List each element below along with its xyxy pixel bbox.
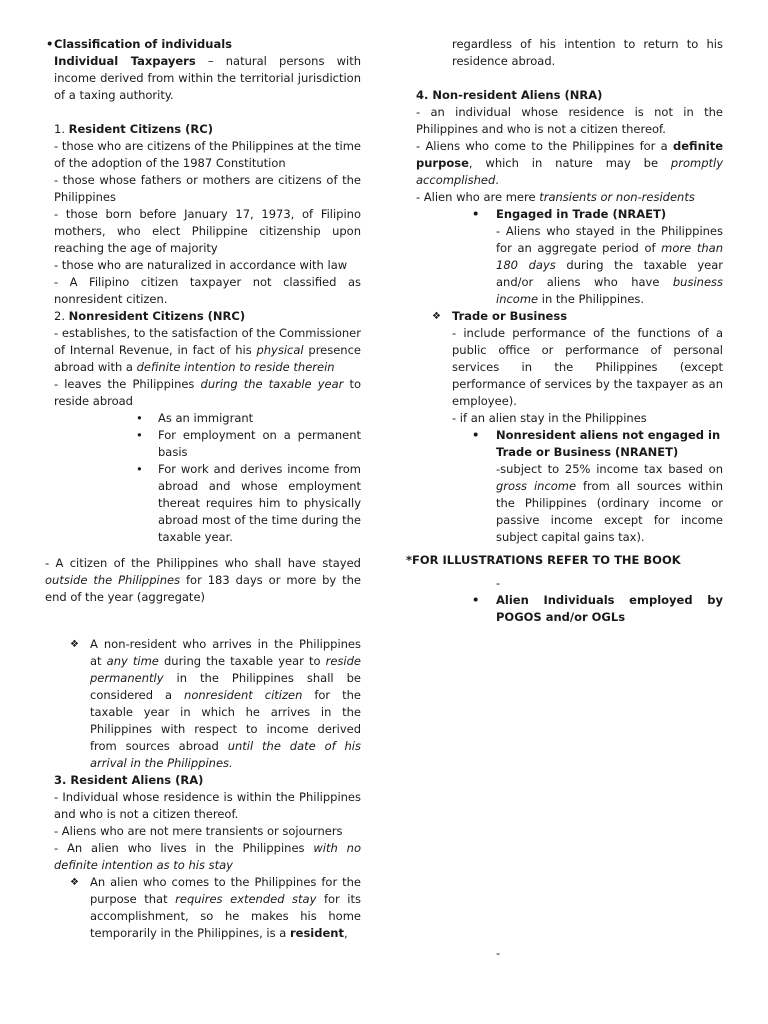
diamond-bullet-icon: ❖ [432,311,441,322]
nra-item: - Alien who are mere transients or non-residents [416,190,695,204]
trade-business-item: - include performance of the functions of a public office or performance of personal services in the Philippines (except performance of services by the taxpayer as an employee). [452,326,723,408]
pogo-heading: • Alien Individuals employed by POGOS and/or OGLs [472,593,723,624]
bullet-icon: • [472,428,480,442]
rc-item: - those who are naturalized in accordance with law [54,258,348,272]
nraet-description: - Aliens who stayed in the Philippines for an aggregate period of more than 180 days during the taxable year and/or aliens who have business income in the Philippines. [496,224,724,306]
nrc-heading: 2. Nonresident Citizens (NRC) [54,309,246,323]
rc-item: - those born before January 17, 1973, of Filipino mothers, who elect Philippine citizenship upon reaching the age of majority [54,207,361,255]
bullet-icon: • [472,593,480,607]
nra-heading: 4. Non-resident Aliens (NRA) [416,88,603,102]
nrc-item: - establishes, to the satisfaction of the Commissioner of Internal Revenue, in fact of his physical presence abroad with a definite intention to reside therein [54,326,361,374]
continued-text: regardless of his intention to return to his residence abroad. [452,37,723,68]
ra-extended-stay-note: ❖ An alien who comes to the Philippines for the purpose that requires extended stay for its accomplishment, so he makes his home temporarily in the Philippines, is a resident, [70,875,361,940]
nranet-heading: • Nonresident aliens not engaged in Trade or Business (NRANET) [472,428,721,459]
trade-business-heading: ❖ Trade or Business [432,309,568,323]
rc-heading: 1. Resident Citizens (RC) [54,122,213,136]
nonresident-arrival-note: ❖ A non-resident who arrives in the Philippines at any time during the taxable year to reside permanently in the Philippines shall be considered a nonresident citizen for the taxable year in which he arrives in the Philippines with respect to income derived from sources abroad until the date of his arrival in the Philippines. [70,637,361,770]
nraet-heading: • Engaged in Trade (NRAET) [472,207,667,221]
ra-item: - Aliens who are not mere transients or sojourners [54,824,343,838]
bullet-icon: • [136,411,143,425]
rc-item: - A Filipino citizen taxpayer not classified as nonresident citizen. [54,275,361,306]
nrc-bullet: • For employment on a permanent basis [136,428,361,459]
trade-business-item: - if an alien stay in the Philippines [452,411,647,425]
diamond-bullet-icon: ❖ [70,639,79,650]
bullet-icon: • [472,207,480,221]
rc-item: - those whose fathers or mothers are citizens of the Philippines [54,173,361,204]
right-column [406,36,724,626]
bullet-icon: • [136,428,143,442]
dash-marker: - [496,946,501,960]
nrc-bullet: • For work and derives income from abroad and whose employment thereat requires him to physically abroad most of the time during the taxable year. [136,462,361,544]
ra-item: - Individual whose residence is within the Philippines and who is not a citizen thereof. [54,790,361,821]
left-column [45,36,362,942]
diamond-bullet-icon: ❖ [70,877,79,888]
individual-taxpayers-definition: Individual Taxpayers – natural persons with income derived from within the territorial jurisdiction of a taxing authority. [54,54,361,102]
nra-item: - Aliens who come to the Philippines for a definite purpose, which in nature may be promptly accomplished. [416,139,723,187]
bullet-icon: • [46,37,54,51]
dash-marker: - [496,576,501,590]
nrc-item: - leaves the Philippines during the taxable year to reside abroad [54,377,362,408]
nranet-description: -subject to 25% income tax based on gross income from all sources within the Philippines (ordinary income or passive income except for income subject capital gains tax). [496,462,724,544]
ra-item: - An alien who lives in the Philippines with no definite intention as to his stay [54,841,361,872]
nrc-bullet: • As an immigrant [136,411,254,425]
citizen-stay-note: - A citizen of the Philippines who shall have stayed outside the Philippines for 183 days or more by the end of the year (aggregate) [45,556,361,604]
illustrations-note: *FOR ILLUSTRATIONS REFER TO THE BOOK [406,553,681,567]
rc-item: - those who are citizens of the Philippines at the time of the adoption of the 1987 Constitution [54,139,361,170]
ra-heading: 3. Resident Aliens (RA) [54,773,204,787]
nra-item: - an individual whose residence is not in the Philippines and who is not a citizen thereof. [416,105,723,136]
bullet-icon: • [136,462,143,476]
section-title: • Classification of individuals [46,37,233,51]
